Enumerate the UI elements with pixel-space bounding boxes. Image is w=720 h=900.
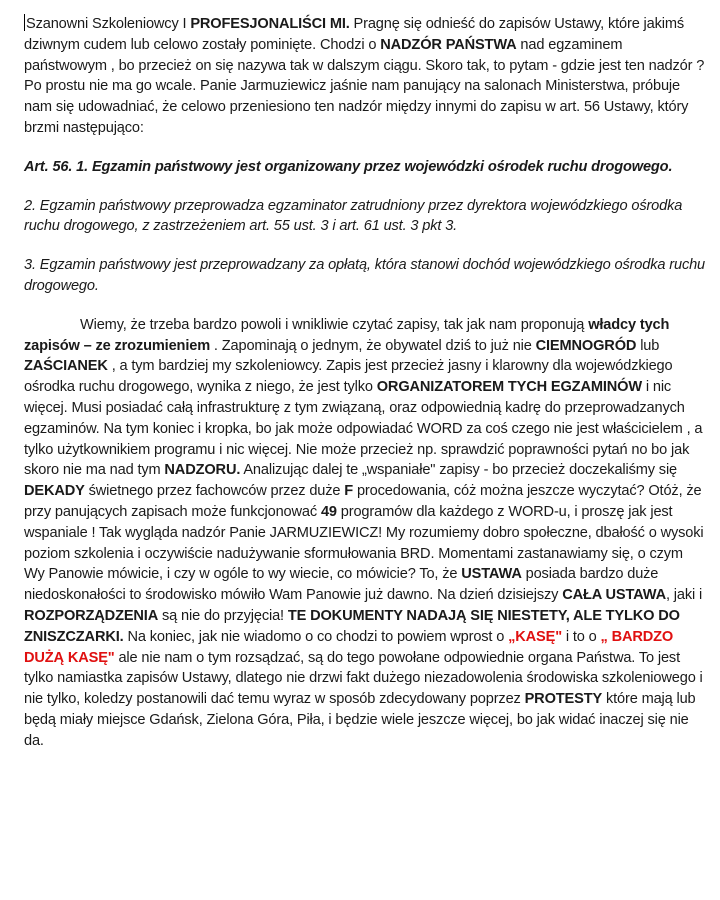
body-bold-text: F bbox=[344, 483, 354, 500]
body-paragraph bbox=[24, 315, 706, 752]
body-text: Analizując dalej te „wspaniałe" zapisy - bo przecież doczekaliśmy się bbox=[240, 462, 678, 479]
body-text: Na koniec, jak nie wiadomo o co chodzi to powiem wprost o bbox=[123, 628, 509, 645]
body-bold-text: PROTESTY bbox=[524, 691, 603, 708]
article-56-point-2: 2. Egzamin państwowy przeprowadza egzaminator zatrudniony przez dyrektora wojewódzkiego ośrodka ruchu drogowego, z zastrzeżeniem art. 55 ust. 3 i art. 61 ust. 3 pkt 3. bbox=[24, 197, 683, 235]
intro-bold-text: PROFESJONALIŚCI MI. bbox=[190, 16, 350, 32]
body-bold-text: DEKADY bbox=[24, 483, 85, 500]
intro-text: nad egzaminem państwowym , bo przecież on się nazywa tak w dalszym ciągu. Skoro tak, to pytam - gdzie jest ten nadzór ? Po prostu nie ma go wcale. Panie Jarmuziewicz jaśnie nam panujący na salonach Ministerstwa, próbuje nam się udowadniać, że celowo przeniesiono ten nadzór między innymi do zapisu w art. 56 Ustawy, który brzmi następująco: bbox=[24, 36, 705, 136]
red-highlight-text: „KASĘ" bbox=[508, 628, 562, 645]
intro-text: Szanowni Szkoleniowcy I bbox=[26, 16, 191, 32]
body-bold-text: ORGANIZATOREM TYCH EGZAMINÓW bbox=[376, 379, 642, 396]
body-text: programów dla każdego z WORD-u, i proszę jak jest wspaniale ! Tak wygląda nadzór Panie JARMUZIEWICZ! My rozumiemy dobro społeczne, dbałość o wysoki poziom szkolenia i oczywiście nadużywanie sformułowania BRD. Momentami zastanawiamy się, o czym Wy Panowie mówicie, i czy w ogóle to wy wiecie, co mówicie? To, że bbox=[24, 503, 704, 583]
body-text: świetnego przez fachowców przez duże bbox=[84, 483, 345, 500]
body-bold-text: 49 bbox=[320, 503, 337, 520]
intro-text: Pragnę się odnieść do zapisów Ustawy, które jakimś dziwnym cudem lub celowo zostały pominięte. Chodzi o bbox=[24, 16, 685, 53]
body-bold-text: TE DOKUMENTY NADAJĄ SIĘ NIESTETY, ALE TYLKO DO ZNISZCZARKI. bbox=[24, 607, 680, 645]
red-highlight-text: „ BARDZO DUŻĄ KASĘ" bbox=[24, 628, 674, 666]
body-text: które mają lub będą miały miejsce Gdańsk, Zielona Góra, Piła, i będzie wiele jeszcze więcej, bo jak widać inaczej się nie da. bbox=[24, 691, 696, 749]
intro-paragraph bbox=[24, 14, 706, 139]
body-bold-text: ROZPORZĄDZENIA bbox=[24, 607, 159, 624]
body-text: . Zapominają o jednym, że obywatel dziś to już nie bbox=[210, 337, 536, 354]
body-text: procedowania, cóż można jeszcze wyczytać? Otóż, że przy panujących zapisach może funkcjonować bbox=[24, 483, 702, 520]
body-bold-text: ZAŚCIANEK bbox=[24, 358, 108, 375]
body-text: , jaki i bbox=[665, 587, 703, 604]
body-bold-text: USTAWA bbox=[461, 566, 522, 583]
body-text: są nie do przyjęcia! bbox=[158, 607, 288, 624]
body-bold-text: NADZORU. bbox=[164, 462, 241, 479]
intro-bold-text: NADZÓR PAŃSTWA bbox=[380, 36, 517, 53]
text-cursor bbox=[24, 14, 25, 31]
article-56-point-3: 3. Egzamin państwowy jest przeprowadzany za opłatą, która stanowi dochód wojewódzkiego ośrodka ruchu drogowego. bbox=[24, 257, 706, 294]
body-bold-text: władcy tych zapisów – ze zrozumieniem bbox=[24, 316, 670, 354]
body-text: , a tym bardziej my szkoleniowcy. Zapis jest przecież jasny i klarowny dla wojewódzkiego ośrodka ruchu drogowego, wynika z niego, że jest tylko bbox=[24, 358, 673, 396]
body-text: posiada bardzo duże niedoskonałości to środowisko mówiło Wam Panowie już dawno. Na dzień dzisiejszy bbox=[24, 566, 659, 604]
body-bold-text: CAŁA USTAWA bbox=[562, 587, 666, 604]
body-text: i to o bbox=[561, 628, 601, 645]
body-text: Wiemy, że trzeba bardzo powoli i wnikliwie czytać zapisy, tak jak nam proponują bbox=[80, 316, 589, 333]
article-text: Art. 56. 1. Egzamin państwowy jest organizowany przez wojewódzki ośrodek ruchu drogowego. bbox=[24, 158, 673, 175]
body-text: i nic więcej. Musi posiadać całą infrastrukturę z tym związaną, oraz odpowiednią kadrę do przeprowadzanych egzaminów. Na tym koniec i kropka, bo jak może odpowiadać WORD za coś czego nie jest właścicielem , a tylko użytkownikiem programu i nic więcej. Nie może przecież np. sprawdzić poprawności pytań no bo jak skoro nie ma nad tym bbox=[24, 379, 703, 479]
body-text: ale nie nam o tym rozsądzać, są do tego powołane odpowiednie organa Państwa. To jest tylko namiastka zapisów Ustawy, dlatego nie drzwi fakt dużego niezadowolenia środowiska szkoleniowego i nie tylko, koledzy postanowili dać temu wyraz w sposób zdecydowany poprzez bbox=[24, 649, 703, 708]
body-bold-text: CIEMNOGRÓD bbox=[535, 337, 637, 354]
body-text: lub bbox=[636, 337, 660, 354]
article-56-point-1 bbox=[24, 157, 706, 178]
